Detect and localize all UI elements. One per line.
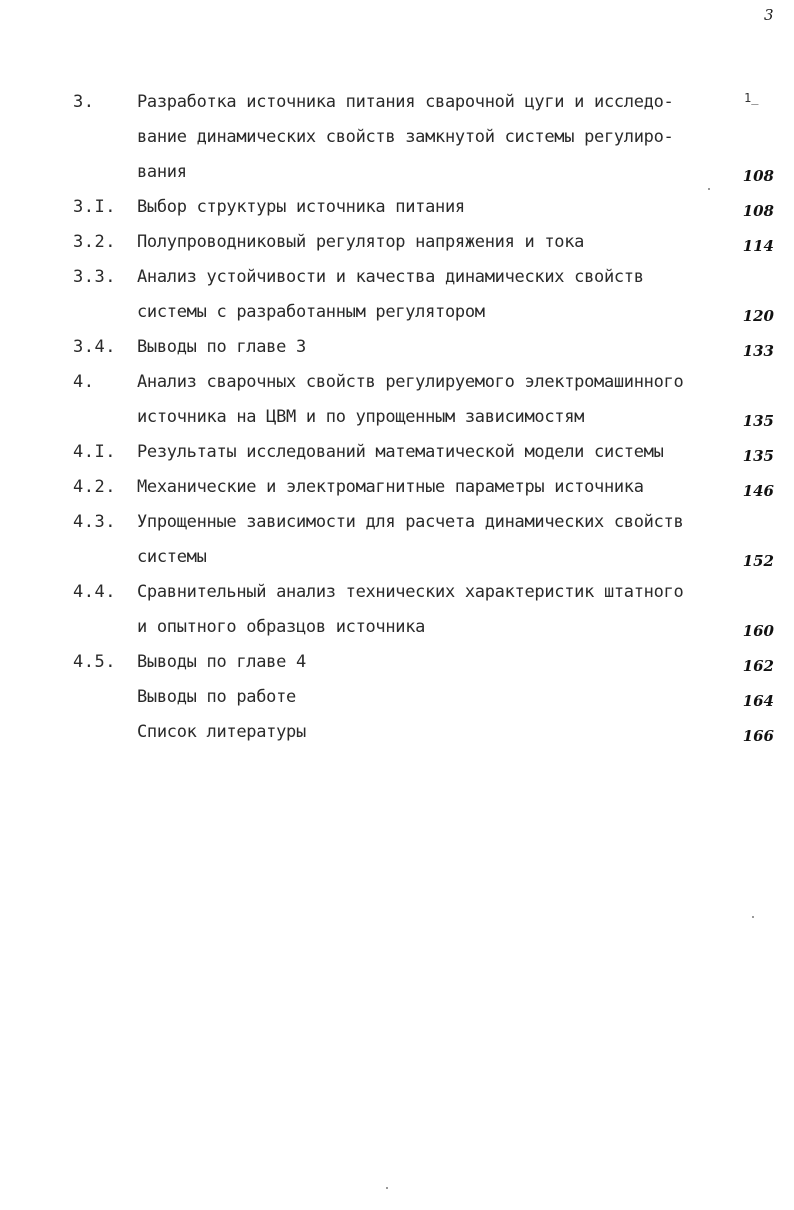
toc-entry-title: Разработка источника питания сварочной цуги и исследо- bbox=[137, 92, 674, 112]
toc-line bbox=[0, 720, 794, 744]
top-margin-marker: 1_ bbox=[744, 91, 759, 105]
toc-entry-number: 4.4. bbox=[73, 582, 116, 602]
toc-line bbox=[0, 265, 794, 289]
toc-line bbox=[0, 160, 794, 184]
toc-entry-number: 4. bbox=[73, 372, 95, 392]
scan-speck bbox=[708, 188, 710, 190]
toc-entry-number: 4.2. bbox=[73, 477, 116, 497]
toc-line bbox=[0, 650, 794, 674]
toc-entry-title: вания bbox=[137, 162, 187, 182]
scan-speck bbox=[386, 1187, 388, 1189]
toc-entry-title: Механические и электромагнитные параметры источника bbox=[137, 477, 644, 497]
toc-entry-page: 146 bbox=[742, 482, 774, 500]
toc-line bbox=[0, 685, 794, 709]
toc-entry-page: 135 bbox=[742, 412, 774, 430]
toc-entry-title: Результаты исследований математической модели системы bbox=[137, 442, 664, 462]
toc-entry-title: системы bbox=[137, 547, 207, 567]
toc-entry-title: Анализ устойчивости и качества динамических свойств bbox=[137, 267, 644, 287]
toc-entry-page: 114 bbox=[742, 237, 774, 255]
toc-entry-page: 164 bbox=[742, 692, 774, 710]
toc-line bbox=[0, 300, 794, 324]
toc-entry-title: Полупроводниковый регулятор напряжения и тока bbox=[137, 232, 585, 252]
toc-entry-number: 4.3. bbox=[73, 512, 116, 532]
toc-line bbox=[0, 475, 794, 499]
toc-entry-title: источника на ЦВМ и по упрощенным зависимостям bbox=[137, 407, 585, 427]
toc-entry-title: Выводы по главе 3 bbox=[137, 337, 306, 357]
toc-line bbox=[0, 90, 794, 114]
toc-entry-number: 4.5. bbox=[73, 652, 116, 672]
toc-entry-title: Выводы по главе 4 bbox=[137, 652, 306, 672]
toc-entry-number: 3.4. bbox=[73, 337, 116, 357]
toc-line bbox=[0, 615, 794, 639]
toc-line bbox=[0, 580, 794, 604]
toc-line bbox=[0, 510, 794, 534]
toc-entry-page: 152 bbox=[742, 552, 774, 570]
toc-entry-title: Упрощенные зависимости для расчета динамических свойств bbox=[137, 512, 684, 532]
toc-entry-page: 108 bbox=[742, 202, 774, 220]
toc-entry-title: вание динамических свойств замкнутой системы регулиро- bbox=[137, 127, 674, 147]
toc-entry-title: Выводы по работе bbox=[137, 687, 296, 707]
toc-line bbox=[0, 440, 794, 464]
toc-entry-title: Анализ сварочных свойств регулируемого электромашинного bbox=[137, 372, 684, 392]
toc-line bbox=[0, 230, 794, 254]
toc-entry-page: 120 bbox=[742, 307, 774, 325]
toc-entry-page: 133 bbox=[742, 342, 774, 360]
toc-entry-title: Выбор структуры источника питания bbox=[137, 197, 465, 217]
toc-line bbox=[0, 405, 794, 429]
toc-line bbox=[0, 125, 794, 149]
toc-line bbox=[0, 195, 794, 219]
toc-entry-page: 166 bbox=[742, 727, 774, 745]
page-corner-number: 3 bbox=[764, 6, 774, 24]
toc-entry-title: Список литературы bbox=[137, 722, 306, 742]
toc-entry-number: 3. bbox=[73, 92, 95, 112]
toc-entry-title: и опытного образцов источника bbox=[137, 617, 426, 637]
scan-speck bbox=[752, 916, 754, 918]
toc-entry-title: Сравнительный анализ технических характеристик штатного bbox=[137, 582, 684, 602]
toc-entry-page: 162 bbox=[742, 657, 774, 675]
toc-line bbox=[0, 545, 794, 569]
toc-entry-number: 4.I. bbox=[73, 442, 116, 462]
toc-line bbox=[0, 370, 794, 394]
toc-entry-page: 160 bbox=[742, 622, 774, 640]
toc-entry-page: 108 bbox=[742, 167, 774, 185]
toc-line bbox=[0, 335, 794, 359]
toc-entry-number: 3.2. bbox=[73, 232, 116, 252]
toc-entry-number: 3.3. bbox=[73, 267, 116, 287]
toc-entry-number: 3.I. bbox=[73, 197, 116, 217]
toc-entry-page: 135 bbox=[742, 447, 774, 465]
toc-entry-title: системы с разработанным регулятором bbox=[137, 302, 485, 322]
